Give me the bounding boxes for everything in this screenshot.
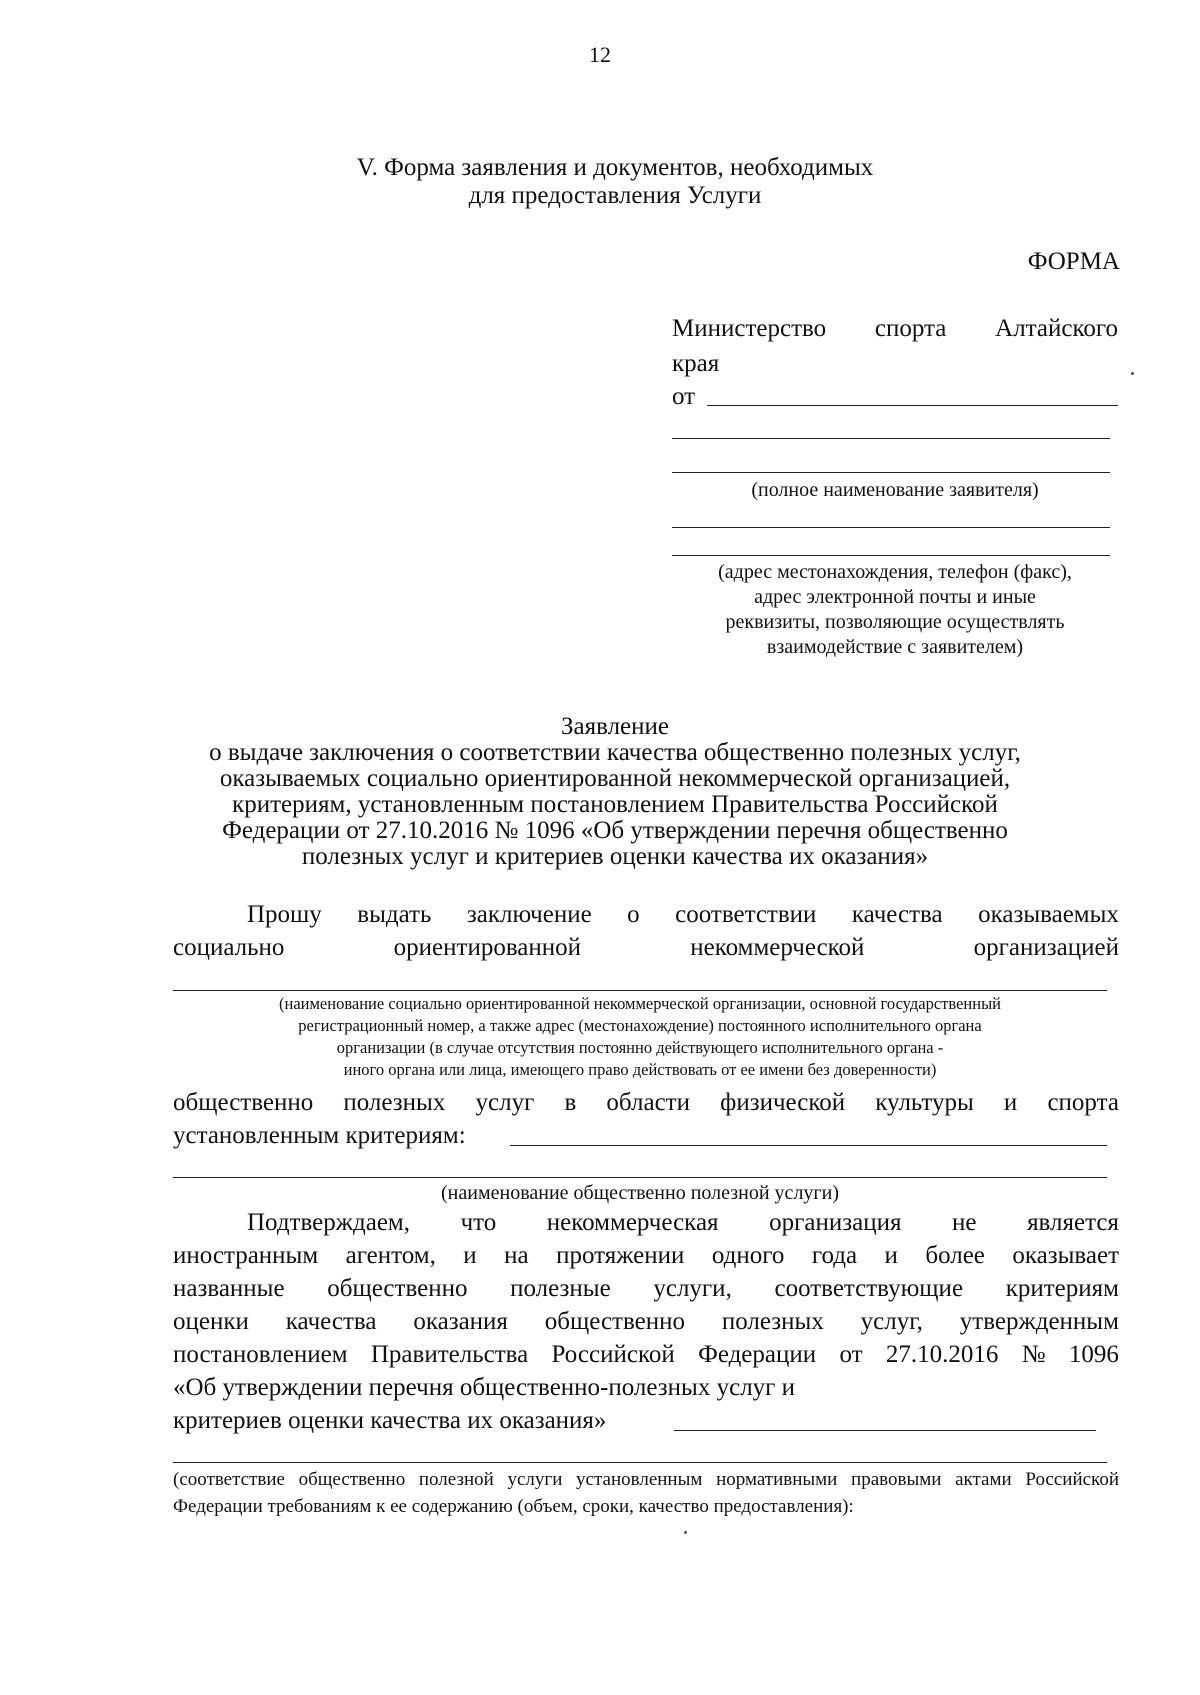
word: одного — [711, 1242, 785, 1269]
service-field-line[interactable] — [173, 1177, 1107, 1178]
word: более — [925, 1242, 985, 1269]
addressee-word: Министерство — [672, 315, 827, 342]
services-paragraph-line2: установленным критериям: — [173, 1122, 466, 1149]
applicant-name-caption: (полное наименование заявителя) — [751, 479, 1039, 501]
form-label: ФОРМА — [1027, 248, 1120, 275]
word: оценки — [173, 1308, 249, 1335]
word: области — [606, 1089, 690, 1116]
word: качества — [285, 1308, 377, 1335]
word: о — [627, 901, 640, 928]
confirm-paragraph-line4 — [173, 1305, 1119, 1338]
application-title-line: Федерации от 27.10.2016 № 1096 «Об утверждении перечня общественно — [222, 817, 1008, 844]
services-paragraph-line1 — [173, 1086, 1119, 1119]
confirm-paragraph-line1 — [247, 1206, 1119, 1239]
service-caption: (наименование общественно полезной услуги) — [441, 1182, 839, 1204]
criteria-compliance-field-line[interactable] — [674, 1430, 1096, 1431]
addressee-word: спорта — [874, 315, 947, 342]
compliance-field-line[interactable] — [173, 1462, 1107, 1463]
word: организацией — [973, 934, 1119, 961]
request-paragraph-line1 — [247, 898, 1119, 931]
address-caption-line: (адрес местонахождения, телефон (факс), — [718, 561, 1072, 583]
applicant-field-line-1[interactable] — [672, 438, 1110, 439]
word: спорта — [1047, 1089, 1119, 1116]
word: заключение — [466, 901, 592, 928]
word: услуг — [475, 1089, 535, 1116]
section-heading-line2: для предоставления Услуги — [468, 182, 762, 209]
application-title-line: Заявление — [560, 713, 670, 740]
word: полезных — [343, 1089, 446, 1116]
organization-caption-line: (наименование социально ориентированной некоммерческой организации, основной государственный — [279, 994, 1001, 1013]
word: постановлением — [173, 1341, 348, 1368]
organization-caption-line: организации (в случае отсутствия постоянно действующего исполнительного органа - — [336, 1038, 944, 1057]
request-paragraph-line2 — [173, 931, 1119, 964]
word: года — [811, 1242, 858, 1269]
section-heading — [200, 154, 1030, 210]
applicant-field-line-2[interactable] — [672, 472, 1110, 473]
application-title — [150, 714, 1080, 870]
word: общественно — [544, 1308, 685, 1335]
word: некоммерческой — [690, 934, 865, 961]
scan-speck — [1131, 372, 1134, 375]
organization-field-line[interactable] — [173, 990, 1107, 991]
application-title-line: полезных услуг и критериев оценки качества их оказания» — [301, 843, 929, 870]
confirm-paragraph-line7: критериев оценки качества их оказания» — [173, 1407, 607, 1434]
word: ориентированной — [393, 934, 582, 961]
word: критериям — [1005, 1275, 1119, 1302]
address-caption-line: адрес электронной почты и иные — [754, 586, 1036, 608]
page-number: 12 — [589, 42, 611, 67]
word: в — [564, 1089, 577, 1116]
word: некоммерческая — [546, 1209, 719, 1236]
word: на — [504, 1242, 529, 1269]
word: является — [1027, 1209, 1119, 1236]
address-caption-line: реквизиты, позволяющие осуществлять — [725, 611, 1065, 633]
word: культуры — [875, 1089, 974, 1116]
word: оказания — [413, 1308, 508, 1335]
word: полезных — [721, 1308, 824, 1335]
organization-caption-line: регистрационный номер, а также адрес (местонахождение) постоянного исполнительного органа — [298, 1016, 982, 1035]
word: и — [463, 1242, 477, 1269]
addressee-line1 — [672, 311, 1118, 346]
word: Российской — [551, 1341, 675, 1368]
application-title-line: о выдаче заключения о соответствии качества общественно полезных услуг, — [209, 739, 1021, 766]
addressee-block — [672, 311, 1118, 381]
word: полезные — [510, 1275, 611, 1302]
word: общественно — [327, 1275, 468, 1302]
word: организация — [769, 1209, 902, 1236]
word: физической — [720, 1089, 846, 1116]
organization-caption — [173, 993, 1107, 1081]
word: агентом, — [345, 1242, 436, 1269]
word: Федерации — [698, 1341, 817, 1368]
confirm-paragraph-line2 — [173, 1239, 1119, 1272]
application-title-line: критериям, установленным постановлением Правительства Российской — [232, 791, 998, 818]
word: социально — [173, 934, 285, 961]
from-label: от — [672, 383, 696, 410]
word: и — [1003, 1089, 1018, 1116]
word: утвержденным — [959, 1308, 1119, 1335]
word: Подтверждаем, — [247, 1209, 410, 1236]
word: оказывает — [1012, 1242, 1119, 1269]
word: соответствующие — [774, 1275, 964, 1302]
address-caption-line: взаимодействие с заявителем) — [766, 636, 1024, 658]
application-title-line: оказываемых социально ориентированной некоммерческой организацией, — [219, 765, 1011, 792]
address-field-line-2[interactable] — [672, 555, 1110, 556]
word: Прошу — [247, 901, 322, 928]
confirm-paragraph-line5 — [173, 1338, 1119, 1371]
word: 27.10.2016 — [885, 1341, 999, 1368]
compliance-note: (соответствие общественно полезной услуги установленным нормативными правовыми актами Российской Федерации требованиям к ее содержанию (объем, сроки, качество предоставления): — [173, 1469, 1119, 1517]
confirm-paragraph-line3 — [173, 1272, 1119, 1305]
criteria-field-line[interactable] — [510, 1145, 1107, 1146]
word: общественно — [173, 1089, 314, 1116]
word: иностранным — [173, 1242, 319, 1269]
word: № — [1021, 1341, 1046, 1368]
word: услуги, — [653, 1275, 732, 1302]
word: 1096 — [1068, 1341, 1119, 1368]
scan-speck — [684, 1531, 687, 1534]
word: протяжении — [556, 1242, 685, 1269]
word: выдать — [357, 901, 432, 928]
address-caption — [672, 560, 1118, 660]
address-field-line-1[interactable] — [672, 527, 1110, 528]
word: Правительства — [370, 1341, 529, 1368]
section-heading-line1: V. Форма заявления и документов, необходимых — [356, 154, 874, 181]
word: оказываемых — [978, 901, 1119, 928]
word: соответствии — [675, 901, 817, 928]
word: и — [884, 1242, 898, 1269]
addressee-line2: края — [672, 350, 720, 377]
word: качества — [851, 901, 943, 928]
organization-caption-line: иного органа или лица, имеющего право действовать от ее имени без доверенности) — [343, 1060, 937, 1079]
addressee-word: Алтайского — [995, 315, 1118, 342]
word: не — [952, 1209, 977, 1236]
word: услуг, — [860, 1308, 923, 1335]
word: что — [460, 1209, 497, 1236]
from-field-line[interactable] — [707, 405, 1118, 406]
word: от — [839, 1341, 863, 1368]
word: названные — [173, 1275, 285, 1302]
confirm-paragraph-line6: «Об утверждении перечня общественно-полезных услуг и — [173, 1374, 796, 1401]
